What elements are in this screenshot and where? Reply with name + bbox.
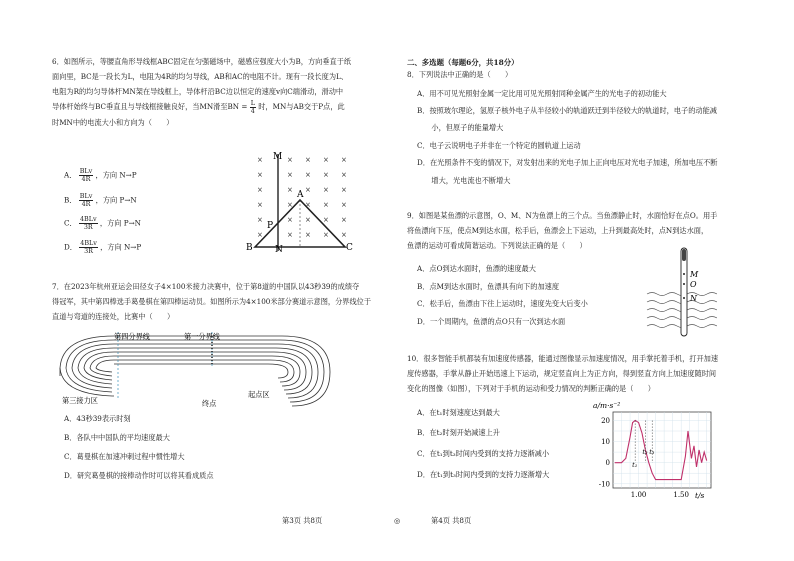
q6-line4a: 导体杆始终与BC垂直且与导线框接触良好，当MN滑至BN = bbox=[52, 102, 248, 111]
field-cross-mark: × bbox=[287, 201, 293, 209]
question-10 bbox=[407, 351, 747, 396]
q10-option-a[interactable]: A．在t₁时刻速度达到最大 bbox=[417, 408, 500, 417]
field-cross-mark: × bbox=[287, 216, 293, 224]
acceleration-time-chart bbox=[589, 398, 717, 500]
field-cross-mark: × bbox=[341, 186, 347, 194]
q6-fraction: $\frac{L}{4}$ bbox=[250, 98, 255, 115]
label-o: O bbox=[690, 280, 697, 289]
field-cross-mark: × bbox=[341, 216, 347, 224]
field-cross-mark: × bbox=[323, 156, 329, 164]
field-cross-mark: × bbox=[257, 171, 263, 179]
field-cross-mark: × bbox=[287, 186, 293, 194]
q10-option-b[interactable]: B．在t₂时刻开始减速上升 bbox=[417, 428, 500, 437]
field-cross-mark: × bbox=[341, 201, 347, 209]
q9-line1: 9．如图是某鱼漂的示意图，O、M、N为鱼漂上的三个点。当鱼漂静止时，水面恰好在点O。用手 bbox=[407, 211, 718, 220]
footer-right: 第4页 共8页 bbox=[431, 516, 472, 525]
q6-option-d[interactable]: D． $\frac{\text{4BLv}}{3R}$ ，方向 N→P bbox=[64, 239, 142, 255]
q7-option-d[interactable]: D．研究葛曼棋的接棒动作时可以将其看成质点 bbox=[64, 471, 214, 480]
q6-option-a[interactable]: A． $\frac{\text{BLv}}{4R}$ ，方向 N→P bbox=[64, 167, 137, 183]
q8-option-b-cont: 小，但原子的能量增大 bbox=[417, 123, 504, 132]
q7-option-c[interactable]: C．葛曼棋在加速冲刺过程中惯性增大 bbox=[64, 452, 185, 461]
q10-line2: 度传感器，手掌从静止开始迅速上下运动，规定竖直向上为正方向，得到竖直方向上加速度随时间 bbox=[407, 369, 717, 378]
label-n: N bbox=[690, 294, 697, 303]
q8-option-b[interactable]: B．按照玻尔理论，氢原子核外电子从半径较小的轨道跃迁到半径较大的轨道时，电子的动能减 bbox=[417, 106, 717, 115]
x-tick-label: 1.00 bbox=[630, 491, 647, 499]
field-cross-mark: × bbox=[257, 216, 263, 224]
chart-ylabel: a/m·s⁻² bbox=[593, 401, 621, 410]
section-2-title: 二、多选题（每题6分，共18分） bbox=[407, 58, 519, 67]
label-start-zone: 起点区 bbox=[248, 390, 270, 399]
label-m: M bbox=[273, 152, 283, 162]
y-tick-label: 20 bbox=[601, 416, 610, 425]
label-p: P bbox=[267, 221, 274, 231]
q6-option-c[interactable]: C． $\frac{\text{4BLv}}{3R}$ ，方向 P→N bbox=[64, 215, 141, 231]
field-cross-mark: × bbox=[323, 231, 329, 239]
q9-option-a[interactable]: A．点O到达水面时，鱼漂的速度最大 bbox=[417, 264, 536, 273]
field-cross-mark: × bbox=[305, 216, 311, 224]
question-6 bbox=[52, 54, 382, 130]
q8-stem: 8．下列说法中正确的是（ ） bbox=[407, 70, 513, 79]
q9-line2: 将鱼漂向下压，使点M到达水面，松手后，鱼漂会上下运动，上升到最高处时，点N到达水面， bbox=[407, 226, 709, 235]
field-cross-mark: × bbox=[323, 186, 329, 194]
q9-line3: 鱼漂的运动可看成简谐运动。下列说法正确的是（ ） bbox=[407, 241, 587, 250]
field-cross-mark: × bbox=[305, 231, 311, 239]
label-b: B bbox=[246, 243, 253, 253]
field-cross-mark: × bbox=[305, 186, 311, 194]
q7-line1: 7．在2023年杭州亚运会田径女子4×100米接力决赛中，位于第8道的中国队以43秒39的成绩夺 bbox=[52, 282, 360, 291]
q10-line3: 变化的图像（如图），下列对于手机的运动和受力情况的判断正确的是（ ） bbox=[407, 384, 655, 393]
q10-line1: 10．很多智能手机都装有加速度传感器，能通过图像显示加速度情况，用手掌托着手机，打开加速 bbox=[407, 354, 719, 363]
y-tick-label: -10 bbox=[598, 480, 610, 489]
field-cross-mark: × bbox=[323, 201, 329, 209]
q9-option-b[interactable]: B．点M到达水面时，鱼漂具有向下的加速度 bbox=[417, 282, 560, 291]
point-m-dot bbox=[683, 273, 685, 275]
q7-option-b[interactable]: B．各队中中国队的平均速度最大 bbox=[64, 433, 170, 442]
point-n-dot bbox=[683, 297, 685, 299]
label-fourth-line: 第四分界线 bbox=[114, 332, 150, 341]
float-tip bbox=[682, 249, 686, 261]
field-cross-mark: × bbox=[341, 231, 347, 239]
time-marker-label: t₃ bbox=[649, 448, 655, 457]
q10-option-d[interactable]: D．在t₁到t₃时间内受到的支持力逐渐增大 bbox=[417, 470, 550, 479]
q10-option-c[interactable]: C．在t₁到t₃时间内受到的支持力逐渐减小 bbox=[417, 449, 550, 458]
q6-option-b[interactable]: B． $\frac{\text{BLv}}{4R}$ ，方向 P→N bbox=[64, 192, 137, 208]
q6-line4b: 时，MN与AB交于P点，此 bbox=[258, 102, 345, 111]
q6-line2: 面向里，BC是一段长为L，电阻为4R的均匀导线，AB和AC的电阻不计。现有一段长度为L、 bbox=[52, 72, 348, 81]
field-cross-mark: × bbox=[305, 171, 311, 179]
field-cross-mark: × bbox=[257, 156, 263, 164]
field-cross-mark: × bbox=[257, 201, 263, 209]
q6-line3: 电阻为R的均匀导体杆MN架在导线框上，导体杆沿BC边以恒定的速度v向C端滑动，滑动中 bbox=[52, 87, 344, 96]
q9-option-c[interactable]: C．松手后，鱼漂由下往上运动时，速度先变大后变小 bbox=[417, 299, 588, 308]
footer-left: 第3页 共8页 bbox=[282, 516, 323, 525]
label-first-line: 第一分界线 bbox=[184, 332, 220, 341]
q7-line2: 得冠军，其中第四棒选手葛曼棋在第四棒运动员。如图所示为4×100米部分赛道示意图，分界线位于 bbox=[52, 297, 372, 306]
q7-line3: 直道与弯道的连接处，比赛中（ ） bbox=[52, 312, 175, 321]
field-cross-mark: × bbox=[257, 186, 263, 194]
label-m: M bbox=[690, 270, 699, 279]
field-cross-mark: × bbox=[257, 231, 263, 239]
q8-option-a[interactable]: A．用不可见光照射金属一定比用可见光照射同种金属产生的光电子的初动能大 bbox=[417, 89, 667, 98]
q9-float-figure bbox=[645, 246, 717, 342]
field-cross-mark: × bbox=[341, 171, 347, 179]
field-cross-mark: × bbox=[287, 156, 293, 164]
x-tick-label: 1.50 bbox=[673, 491, 689, 499]
q8-option-d-cont: 增大，光电流也不断增大 bbox=[417, 176, 511, 185]
field-cross-mark: × bbox=[305, 156, 311, 164]
y-tick-label: 10 bbox=[601, 438, 610, 447]
q6-line4 bbox=[52, 99, 382, 115]
question-7 bbox=[52, 279, 382, 324]
field-cross-mark: × bbox=[323, 171, 329, 179]
label-a: A bbox=[297, 190, 304, 200]
track-lanes bbox=[60, 336, 330, 406]
q9-option-d[interactable]: D．一个周期内，鱼漂的点O只有一次到达水面 bbox=[417, 317, 566, 326]
q7-option-a[interactable]: A．43秒39表示时刻 bbox=[64, 414, 131, 423]
label-c: C bbox=[346, 243, 353, 253]
q7-track-figure bbox=[52, 328, 342, 408]
chart-xlabel: t/s bbox=[695, 491, 705, 500]
field-cross-mark: × bbox=[287, 171, 293, 179]
time-marker-label: t₁ bbox=[632, 460, 638, 469]
point-o-dot bbox=[683, 283, 685, 285]
field-cross-mark: × bbox=[305, 201, 311, 209]
field-cross-mark: × bbox=[323, 216, 329, 224]
label-n: N bbox=[275, 245, 283, 253]
binding-mark: ◎ bbox=[394, 516, 401, 525]
q6-triangle-figure bbox=[245, 148, 355, 253]
float-body bbox=[681, 248, 687, 336]
q8-option-c[interactable]: C．电子云说明电子并非在一个特定的圆轨道上运动 bbox=[417, 141, 581, 150]
q8-option-d[interactable]: D．在光照条件不变的情况下，对发射出来的光电子加上正向电压对光电子加速，所加电压不断 bbox=[417, 158, 718, 167]
field-cross-mark: × bbox=[287, 231, 293, 239]
y-tick-label: 0 bbox=[605, 459, 610, 468]
q6-line5: 时MN中的电流大小和方向为（ ） bbox=[52, 117, 174, 127]
time-marker-label: t₂ bbox=[642, 448, 648, 457]
label-third-zone: 第三接力区 bbox=[62, 396, 98, 405]
field-cross-mark: × bbox=[341, 156, 347, 164]
q6-line1: 6．如图所示，等腰直角形导线框ABC固定在匀强磁场中，磁感应强度大小为B，方向垂直于纸 bbox=[52, 57, 352, 66]
label-finish: 终点 bbox=[202, 399, 217, 408]
